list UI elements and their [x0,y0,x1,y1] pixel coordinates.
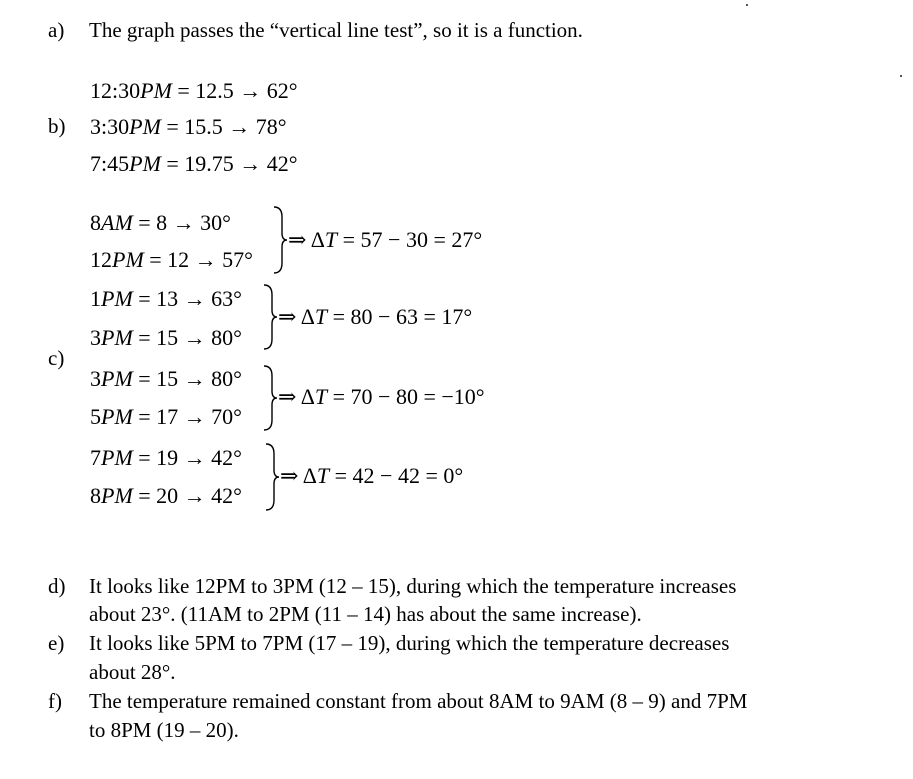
speck [900,75,902,77]
b-line-3: 7:45PM = 19.75 → 42° [90,151,298,176]
speck [746,4,748,6]
part-f-label: f) [48,689,62,713]
right-brace-icon [272,205,288,275]
c-group-2-result: ⇒ ΔT = 80 − 63 = 17° [278,304,473,329]
c-group-3-line-1: 3PM = 15 → 80° [90,366,242,391]
part-a-text: The graph passes the “vertical line test”, so it is a function. [89,18,583,42]
part-f-line-2: to 8PM (19 – 20). [89,718,239,742]
right-brace-icon [262,283,278,351]
part-a-label: a) [48,18,65,42]
part-d-label: d) [48,574,66,598]
c-group-1-line-1: 8AM = 8 → 30° [90,210,231,235]
c-group-1-line-2: 12PM = 12 → 57° [90,247,253,272]
part-d-line-2: about 23°. (11AM to 2PM (11 – 14) has about the same increase). [89,602,642,626]
part-d-line-1: It looks like 12PM to 3PM (12 – 15), during which the temperature increases [89,574,737,598]
part-f-line-1: The temperature remained constant from about 8AM to 9AM (8 – 9) and 7PM [89,689,748,713]
c-group-2-line-2: 3PM = 15 → 80° [90,325,242,350]
part-e-label: e) [48,631,65,655]
c-group-2-line-1: 1PM = 13 → 63° [90,286,242,311]
right-brace-icon [262,364,278,432]
c-group-4-result: ⇒ ΔT = 42 − 42 = 0° [280,463,464,488]
right-brace-icon [264,442,280,512]
c-group-4-line-1: 7PM = 19 → 42° [90,445,242,470]
part-c-label: c) [48,346,65,370]
c-group-3-result: ⇒ ΔT = 70 − 80 = −10° [278,384,485,409]
part-e-line-1: It looks like 5PM to 7PM (17 – 19), during which the temperature decreases [89,631,730,655]
part-b-label: b) [48,114,66,138]
c-group-1-result: ⇒ ΔT = 57 − 30 = 27° [288,227,483,252]
b-line-2: 3:30PM = 15.5 → 78° [90,114,287,139]
c-group-3-line-2: 5PM = 17 → 70° [90,404,242,429]
part-e-line-2: about 28°. [89,660,176,684]
c-group-4-line-2: 8PM = 20 → 42° [90,483,242,508]
b-line-1: 12:30PM = 12.5 → 62° [90,78,298,103]
